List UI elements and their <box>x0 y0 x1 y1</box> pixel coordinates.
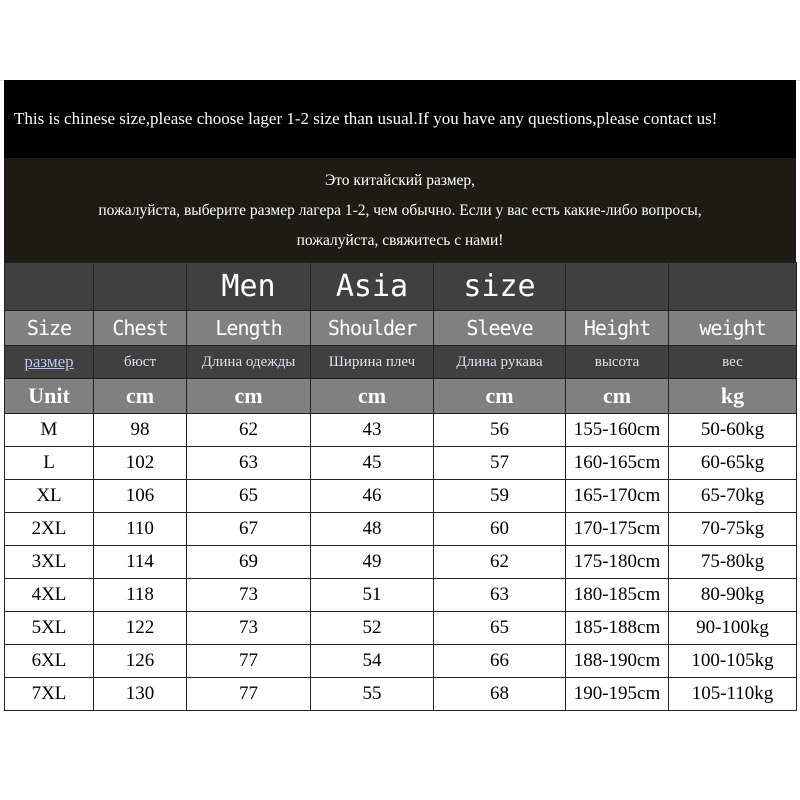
table-cell: 70-75kg <box>669 513 797 546</box>
title-cell <box>5 263 94 311</box>
size-table <box>4 262 797 711</box>
table-row <box>5 645 797 678</box>
table-cell: 67 <box>187 513 311 546</box>
title-cell: Asia <box>311 263 434 311</box>
table-cell: 59 <box>434 480 566 513</box>
russian-header-row <box>5 346 797 379</box>
ru-cell: Длина рукава <box>434 346 566 379</box>
table-cell: 126 <box>94 645 187 678</box>
table-cell: 100-105kg <box>669 645 797 678</box>
ru-cell: высота <box>566 346 669 379</box>
table-cell: 49 <box>311 546 434 579</box>
table-cell: 185-188cm <box>566 612 669 645</box>
english-notice <box>4 80 796 158</box>
table-cell: XL <box>5 480 94 513</box>
table-row <box>5 612 797 645</box>
table-cell: 190-195cm <box>566 678 669 711</box>
table-cell: 155-160cm <box>566 414 669 447</box>
head-cell: Length <box>187 311 311 346</box>
table-cell: 170-175cm <box>566 513 669 546</box>
russian-notice-line: пожалуйста, выберите размер лагера 1-2, чем обычно. Если у вас есть какие-либо вопросы, <box>98 202 702 219</box>
title-cell: size <box>434 263 566 311</box>
unit-cell: Unit <box>5 379 94 414</box>
table-cell: 77 <box>187 678 311 711</box>
table-row <box>5 480 797 513</box>
table-cell: 43 <box>311 414 434 447</box>
table-cell: 55 <box>311 678 434 711</box>
table-cell: L <box>5 447 94 480</box>
table-cell: 102 <box>94 447 187 480</box>
table-cell: 68 <box>434 678 566 711</box>
table-cell: 77 <box>187 645 311 678</box>
table-cell: 56 <box>434 414 566 447</box>
table-cell: 2XL <box>5 513 94 546</box>
head-cell: Height <box>566 311 669 346</box>
ru-cell: Длина одежды <box>187 346 311 379</box>
table-row <box>5 579 797 612</box>
table-cell: 6XL <box>5 645 94 678</box>
unit-cell: cm <box>94 379 187 414</box>
table-cell: 5XL <box>5 612 94 645</box>
table-row <box>5 546 797 579</box>
table-cell: 65 <box>434 612 566 645</box>
table-cell: 69 <box>187 546 311 579</box>
table-cell: 3XL <box>5 546 94 579</box>
table-row <box>5 678 797 711</box>
table-cell: 175-180cm <box>566 546 669 579</box>
english-notice-text: This is chinese size,please choose lager 1-2 size than usual.If you have any questions,please contact us! <box>14 109 718 128</box>
head-cell: Shoulder <box>311 311 434 346</box>
table-cell: 105-110kg <box>669 678 797 711</box>
unit-cell: cm <box>311 379 434 414</box>
ru-cell[interactable]: размер <box>5 346 94 379</box>
ru-cell: Ширина плеч <box>311 346 434 379</box>
table-title-row <box>5 263 797 311</box>
table-cell: 54 <box>311 645 434 678</box>
table-cell: 114 <box>94 546 187 579</box>
head-cell: Size <box>5 311 94 346</box>
table-cell: M <box>5 414 94 447</box>
table-cell: 57 <box>434 447 566 480</box>
table-cell: 60 <box>434 513 566 546</box>
table-row <box>5 414 797 447</box>
table-cell: 165-170cm <box>566 480 669 513</box>
head-cell: weight <box>669 311 797 346</box>
header-row <box>5 311 797 346</box>
ru-cell: бюст <box>94 346 187 379</box>
head-cell: Sleeve <box>434 311 566 346</box>
table-cell: 45 <box>311 447 434 480</box>
title-cell <box>94 263 187 311</box>
title-cell: Men <box>187 263 311 311</box>
table-cell: 180-185cm <box>566 579 669 612</box>
table-cell: 130 <box>94 678 187 711</box>
table-cell: 188-190cm <box>566 645 669 678</box>
russian-notice <box>4 158 796 262</box>
table-cell: 118 <box>94 579 187 612</box>
table-cell: 160-165cm <box>566 447 669 480</box>
table-cell: 65 <box>187 480 311 513</box>
table-cell: 98 <box>94 414 187 447</box>
table-cell: 65-70kg <box>669 480 797 513</box>
unit-row <box>5 379 797 414</box>
head-cell: Chest <box>94 311 187 346</box>
table-row <box>5 447 797 480</box>
table-cell: 62 <box>187 414 311 447</box>
unit-cell: cm <box>187 379 311 414</box>
table-cell: 80-90kg <box>669 579 797 612</box>
ru-cell: вес <box>669 346 797 379</box>
title-cell <box>566 263 669 311</box>
table-cell: 63 <box>187 447 311 480</box>
title-cell <box>669 263 797 311</box>
table-cell: 60-65kg <box>669 447 797 480</box>
top-spacer <box>0 0 800 81</box>
table-cell: 50-60kg <box>669 414 797 447</box>
table-cell: 73 <box>187 579 311 612</box>
unit-cell: cm <box>434 379 566 414</box>
table-cell: 90-100kg <box>669 612 797 645</box>
table-cell: 66 <box>434 645 566 678</box>
table-cell: 52 <box>311 612 434 645</box>
table-cell: 63 <box>434 579 566 612</box>
russian-notice-line: Это китайский размер, <box>324 172 476 189</box>
unit-cell: cm <box>566 379 669 414</box>
table-cell: 7XL <box>5 678 94 711</box>
table-cell: 48 <box>311 513 434 546</box>
table-cell: 75-80kg <box>669 546 797 579</box>
table-cell: 4XL <box>5 579 94 612</box>
table-cell: 122 <box>94 612 187 645</box>
russian-notice-line: пожалуйста, свяжитесь с нами! <box>296 232 504 249</box>
table-cell: 51 <box>311 579 434 612</box>
table-cell: 62 <box>434 546 566 579</box>
table-cell: 46 <box>311 480 434 513</box>
unit-cell: kg <box>669 379 797 414</box>
table-cell: 73 <box>187 612 311 645</box>
table-row <box>5 513 797 546</box>
table-cell: 110 <box>94 513 187 546</box>
table-cell: 106 <box>94 480 187 513</box>
